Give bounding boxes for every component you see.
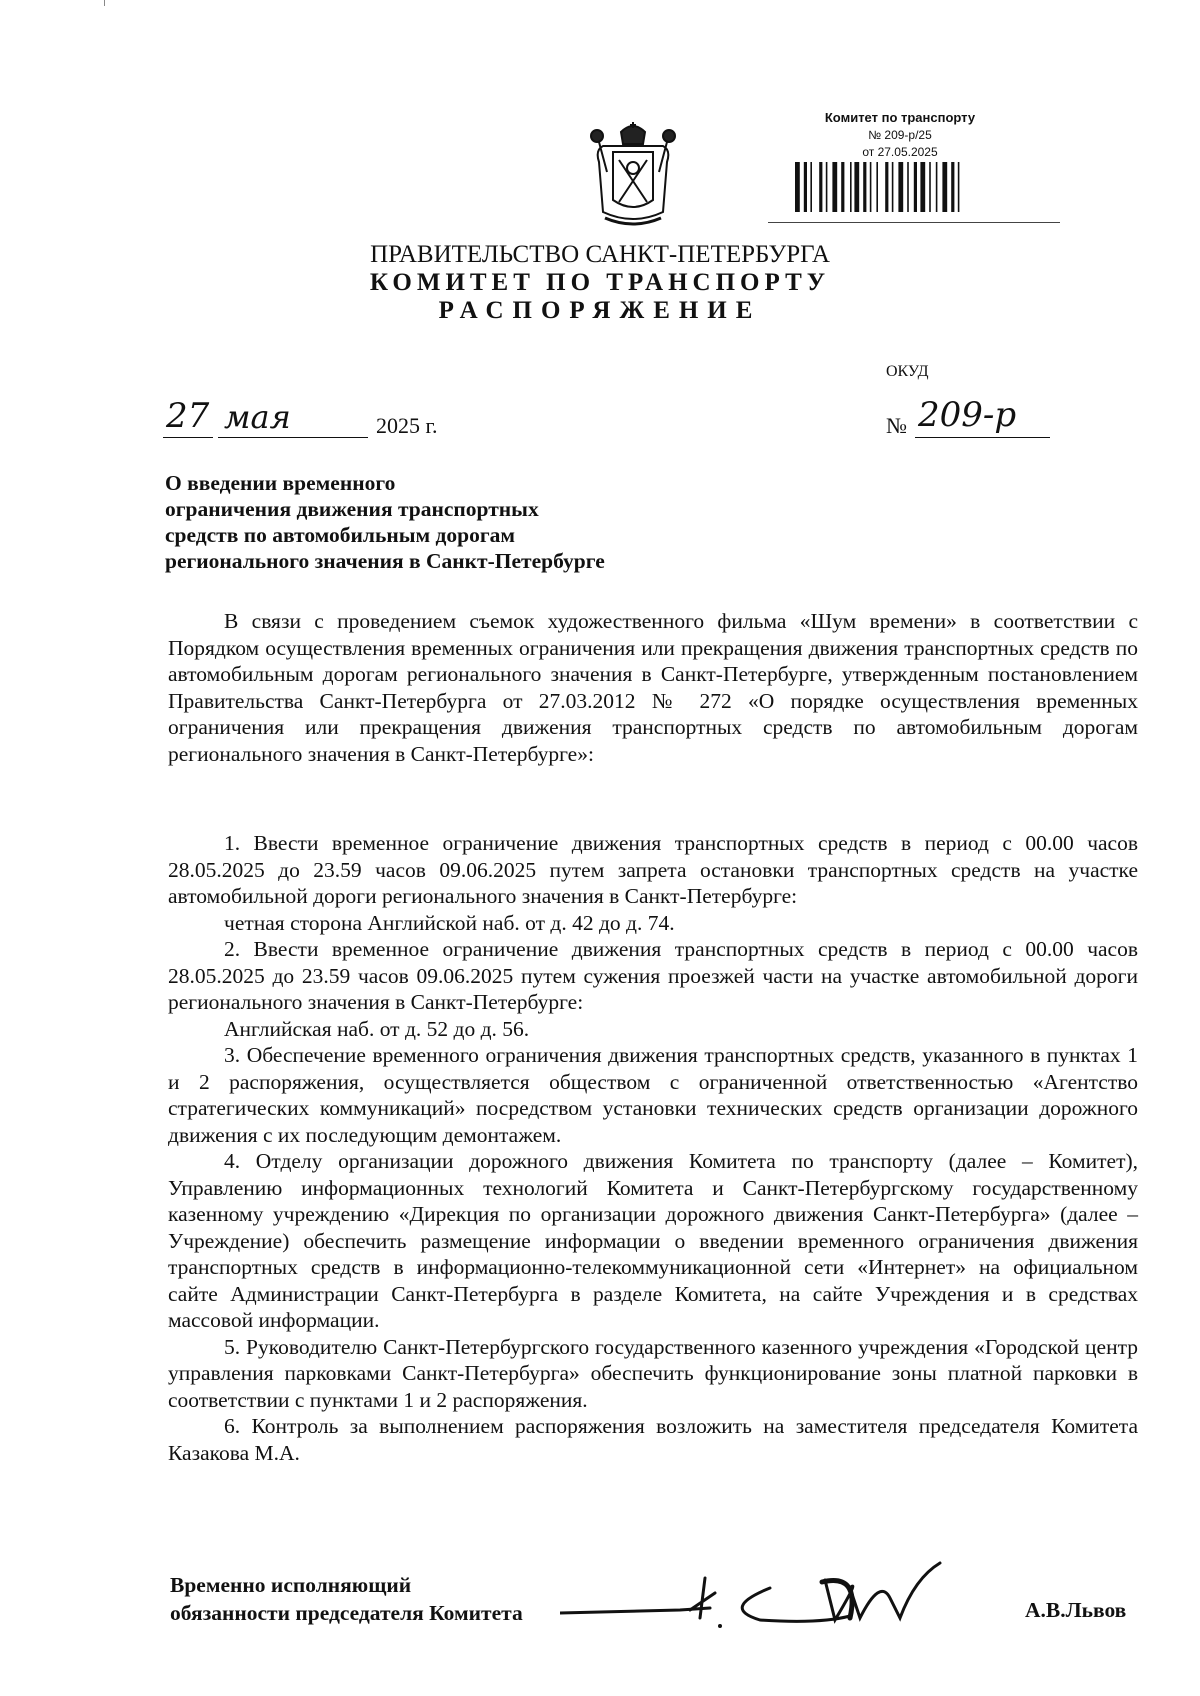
stamp-org: Комитет по транспорту: [824, 110, 976, 125]
barcode-bar: [870, 162, 872, 212]
date-month-underline: [218, 437, 368, 438]
barcode-bar: [863, 162, 866, 212]
barcode-bar: [854, 162, 859, 212]
date-day-handwritten: 27: [166, 396, 210, 436]
signatory-title-line: обязанности председателя Комитета: [170, 1601, 523, 1625]
stamp-underline: [768, 222, 1060, 223]
order-item-4: 4. Отделу организации дорожного движения Комитета по транспорту (далее – Комитет), Управлению информационных технологий Комитета и Санкт-Петербургскому государственному казенному учреждению «Дирекция по организации дорожного движения Санкт-Петербурга» (далее – Учреждение) обеспечить размещение информации о введении временного ограничения движения транспортных средств в информационно-телекоммуникационной сети «Интернет» на официальном сайте Администрации Санкт-Петербурга в разделе Комитета, на сайте Учреждения и в средствах массовой информации.: [168, 1149, 1138, 1332]
stamp-date: от 27.05.2025: [862, 145, 938, 159]
coat-of-arms-emblem: [585, 122, 681, 228]
date-day-underline: [163, 437, 213, 438]
date-year: 2025 г.: [376, 413, 438, 438]
order-item-2-location: Английская наб. от д. 52 до д. 56.: [224, 1016, 530, 1041]
signatory-title: [170, 1571, 523, 1627]
barcode-bar: [810, 162, 812, 212]
number-underline: [915, 437, 1050, 438]
signatory-title-line: Временно исполняющий: [170, 1573, 412, 1597]
barcode-bar: [920, 162, 925, 212]
government-title: ПРАВИТЕЛЬСТВО САНКТ-ПЕТЕРБУРГА: [370, 241, 830, 268]
barcode-bar: [929, 162, 931, 212]
handwritten-signature: [560, 1558, 1000, 1628]
number-sign: №: [886, 413, 907, 438]
subject-line: средств по автомобильным дорогам: [165, 523, 516, 547]
order-items: [168, 830, 1138, 1466]
subject-line: ограничения движения транспортных: [165, 497, 539, 521]
stamp-number: № 209-р/25: [868, 128, 932, 142]
preamble-paragraph: В связи с проведением съемок художественного фильма «Шум времени» в соответствии с Порядком осуществления временных ограничения или прекращения движения транспортных средств по автомобильным дорогам регионального значения в Санкт-Петербурге, утвержденным постановлением Правительства Санкт-Петербурга от 27.03.2012 № 272 «О порядке осуществления временных ограничения или прекращения движения транспортных средств по автомобильным дорогам регионального значения в Санкт-Петербурге»:: [168, 609, 1138, 766]
order-item-2: 2. Ввести временное ограничение движения транспортных средств в период с 00.00 часов 28.05.2025 до 23.59 часов 09.06.2025 путем сужения проезжей части на участке автомобильной дороги регионального значения в Санкт-Петербурге:: [168, 937, 1138, 1014]
registration-stamp: [790, 110, 1070, 225]
barcode-bar: [914, 162, 917, 212]
okud-label: ОКУД: [886, 363, 929, 380]
order-item-1: 1. Ввести временное ограничение движения транспортных средств в период с 00.00 часов 28.05.2025 до 23.59 часов 09.06.2025 путем запрета остановки транспортных средств на участке автомобильной дороги регионального значения в Санкт-Петербурге:: [168, 831, 1138, 908]
barcode-bar: [885, 162, 888, 212]
barcode-bar: [850, 162, 852, 212]
signatory-name: А.В.Львов: [1025, 1598, 1127, 1622]
barcode: [795, 162, 1000, 212]
barcode-bar: [804, 162, 807, 212]
document-type: РАСПОРЯЖЕНИЕ: [438, 297, 762, 324]
barcode-bar: [832, 162, 837, 212]
order-item-6: 6. Контроль за выполнением распоряжения возложить на заместителя председателя Комитета Казакова М.А.: [168, 1414, 1138, 1465]
document-subject: [165, 470, 725, 574]
date-month-handwritten: мая: [224, 398, 291, 436]
barcode-bar: [795, 162, 800, 212]
barcode-bar: [876, 162, 878, 212]
barcode-bar: [819, 162, 822, 212]
barcode-bar: [951, 162, 954, 212]
subject-line: регионального значения в Санкт-Петербурге: [165, 549, 605, 573]
barcode-bar: [841, 162, 844, 212]
barcode-bar: [826, 162, 828, 212]
document-number-handwritten: 209-р: [918, 395, 1017, 435]
barcode-bar: [898, 162, 903, 212]
barcode-bar: [892, 162, 894, 212]
scan-edge-mark: [104, 0, 105, 6]
order-item-1-location: четная сторона Английской наб. от д. 42 до д. 74.: [224, 910, 675, 935]
committee-title: КОМИТЕТ ПО ТРАНСПОРТУ: [369, 269, 831, 296]
barcode-bar: [958, 162, 960, 212]
barcode-bar: [936, 162, 938, 212]
order-item-3: 3. Обеспечение временного ограничения движения транспортных средств, указанного в пунктах 1 и 2 распоряжения, осуществляется обществом с ограниченной ответственностью «Агентство стратегических коммуникаций» посредством установки технических средств организации дорожного движения с их последующим демонтажем.: [168, 1043, 1138, 1147]
barcode-bar: [942, 162, 947, 212]
subject-line: О введении временного: [165, 471, 396, 495]
order-item-5: 5. Руководителю Санкт-Петербургского государственного казенного учреждения «Городской центр управления парковками Санкт-Петербурга» обеспечить функционирование зоны платной парковки в соответствии с пунктами 1 и 2 распоряжения.: [168, 1334, 1138, 1412]
barcode-bar: [907, 162, 909, 212]
